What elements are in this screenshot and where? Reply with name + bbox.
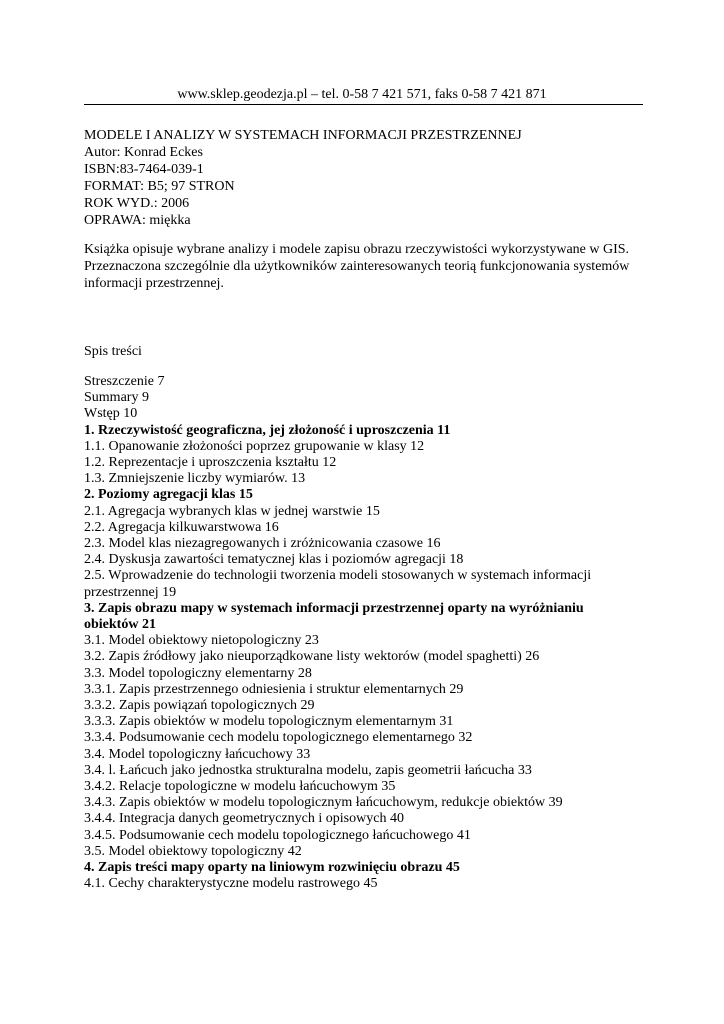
book-title: MODELE I ANALIZY W SYSTEMACH INFORMACJI PRZESTRZENNEJ [84, 128, 522, 143]
toc-entry: 3.1. Model obiektowy nietopologiczny 23 [84, 633, 319, 649]
toc-entry: 2.4. Dyskusja zawartości tematycznej klas i poziomów agregacji 18 [84, 552, 464, 568]
toc-entry: 3.3. Model topologiczny elementarny 28 [84, 665, 312, 681]
toc-entry: 2.3. Model klas niezagregowanych i zróżnicowania czasowe 16 [84, 536, 441, 551]
toc-entry: 3.3.1. Zapis przestrzennego odniesienia i struktur elementarnych 29 [84, 681, 464, 697]
page-header: www.sklep.geodezja.pl – tel. 0-58 7 421 571, faks 0-58 7 421 871 [177, 87, 547, 102]
toc-chapter: 3. Zapis obrazu mapy w systemach informacji przestrzennej oparty na wyróżnianiu [84, 600, 584, 616]
description-line: Przeznaczona szczególnie dla użytkowników zainteresowanych teorią funkcjonowania systemów [84, 259, 630, 274]
toc-entry: 3.4.3. Zapis obiektów w modelu topologicznym łańcuchowym, redukcje obiektów 39 [84, 795, 563, 811]
toc-entry: 3.4.5. Podsumowanie cech modelu topologicznego łańcuchowego 41 [84, 827, 471, 843]
toc-entry: 3.4. Model topologiczny łańcuchowy 33 [84, 746, 311, 762]
toc-entry: 3.4.2. Relacje topologiczne w modelu łańcuchowym 35 [84, 779, 396, 794]
toc-entry: 3.2. Zapis źródłowy jako nieuporządkowane listy wektorów (model spaghetti) 26 [84, 649, 540, 665]
toc-entry: Summary 9 [84, 390, 149, 406]
toc-entry: 2.2. Agregacja kilkuwarstwowa 16 [84, 519, 279, 535]
description-line: informacji przestrzennej. [84, 276, 224, 291]
toc-entry: 1.2. Reprezentacje i uproszczenia kształtu 12 [84, 455, 337, 470]
book-format: FORMAT: B5; 97 STRON [84, 179, 235, 194]
toc-heading: Spis treści [84, 344, 142, 359]
toc-entry: 3.4. l. Łańcuch jako jednostka strukturalna modelu, zapis geometrii łańcucha 33 [84, 762, 532, 778]
header-rule [84, 104, 643, 105]
toc-entry: 3.3.3. Zapis obiektów w modelu topologicznym elementarnym 31 [84, 714, 454, 730]
toc-chapter: obiektów 21 [84, 617, 156, 632]
toc-entry: 4.1. Cechy charakterystyczne modelu rastrowego 45 [84, 876, 378, 892]
book-binding: OPRAWA: miękka [84, 213, 191, 228]
toc-chapter: 2. Poziomy agregacji klas 15 [84, 487, 253, 503]
book-isbn: ISBN:83-7464-039-1 [84, 162, 204, 177]
book-year: ROK WYD.: 2006 [84, 196, 190, 211]
toc-entry: 1.3. Zmniejszenie liczby wymiarów. 13 [84, 471, 306, 487]
toc-entry: przestrzennej 19 [84, 584, 177, 600]
toc-entry: Wstęp 10 [84, 406, 138, 422]
toc-entry: Streszczenie 7 [84, 374, 165, 389]
description-line: Książka opisuje wybrane analizy i modele zapisu obrazu rzeczywistości wykorzystywane w GIS. [84, 242, 630, 257]
toc-entry: 2.1. Agregacja wybranych klas w jednej warstwie 15 [84, 503, 380, 519]
toc-entry: 3.4.4. Integracja danych geometrycznych i opisowych 40 [84, 811, 404, 827]
toc-entry: 3.3.2. Zapis powiązań topologicznych 29 [84, 698, 315, 713]
toc-chapter: 1. Rzeczywistość geograficzna, jej złożoność i uproszczenia 11 [84, 422, 451, 438]
toc-entry: 1.1. Opanowanie złożoności poprzez grupowanie w klasy 12 [84, 438, 425, 454]
book-author: Autor: Konrad Eckes [84, 145, 203, 160]
toc-entry: 3.3.4. Podsumowanie cech modelu topologicznego elementarnego 32 [84, 730, 473, 746]
toc-entry: 3.5. Model obiektowy topologiczny 42 [84, 843, 302, 859]
toc-chapter: 4. Zapis treści mapy oparty na liniowym rozwinięciu obrazu 45 [84, 860, 460, 875]
toc-entry: 2.5. Wprowadzenie do technologii tworzenia modeli stosowanych w systemach informacji [84, 568, 592, 584]
